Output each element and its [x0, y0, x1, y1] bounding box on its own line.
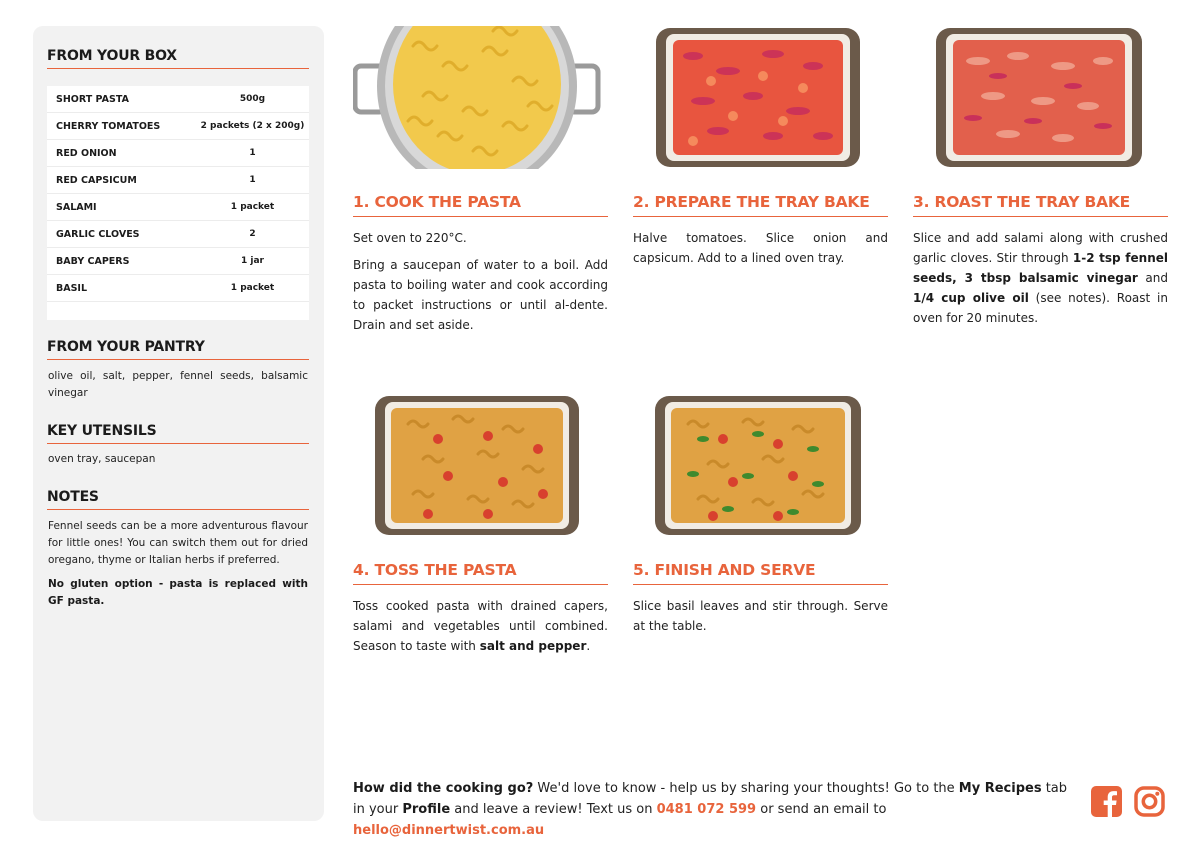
ingredient-name: RED ONION [56, 147, 117, 159]
ingredient-row [47, 86, 309, 113]
step-3-bold-2: 1/4 cup olive oil [913, 291, 1029, 305]
from-your-box-heading: FROM YOUR BOX [47, 48, 309, 69]
step-3-body [913, 228, 1168, 328]
ingredient-name: SHORT PASTA [56, 93, 129, 105]
facebook-icon[interactable] [1091, 786, 1122, 817]
email-link[interactable]: hello@dinnertwist.com.au [353, 823, 545, 838]
instagram-icon[interactable] [1134, 786, 1165, 817]
footer-question: How did the cooking go? [353, 781, 534, 796]
utensils-text [48, 451, 308, 475]
ingredient-qty: 1 jar [241, 256, 264, 266]
step-4-body [353, 596, 608, 656]
footer-text-2: tab in your [353, 781, 1068, 817]
ingredient-name: CHERRY TOMATOES [56, 120, 161, 132]
step-3-text-3: (see notes). Roast in oven for 20 minutes. [913, 291, 1168, 325]
ingredient-qty: 1 packet [230, 283, 275, 293]
ingredients-table [47, 86, 309, 320]
step-3-text-2: and [1137, 271, 1169, 285]
step-4-bold-1: salt and pepper [479, 639, 587, 653]
step-4-text [353, 596, 608, 656]
notes-paragraph: Fennel seeds can be a more adventurous flavour for little ones! You can switch them out for dried oregano, thyme or Italian herbs if preferred. [48, 520, 308, 566]
ingredient-row [47, 167, 309, 194]
ingredient-name: RED CAPSICUM [56, 174, 137, 186]
step-3-text [913, 228, 1168, 328]
step-1-title: 1. COOK THE PASTA [353, 193, 608, 217]
ingredient-name: GARLIC CLOVES [56, 228, 140, 240]
step-4-text-1: Toss cooked pasta with drained capers, salami and vegetables until combined. Season to taste with [353, 599, 608, 653]
ingredient-row [47, 140, 309, 167]
step-3-bold-1: 1-2 tsp fennel seeds, 3 tbsp balsamic vinegar [913, 251, 1168, 285]
pantry-text [48, 368, 308, 409]
ingredient-qty: 1 [249, 148, 256, 158]
notes-gluten-free: No gluten option - pasta is replaced with GF pasta. [48, 578, 308, 607]
key-utensils-heading: KEY UTENSILS [47, 423, 309, 444]
tray-roasted-vegetables-image [913, 26, 1168, 169]
notes-text [48, 518, 308, 617]
ingredient-qty: 2 [249, 229, 256, 239]
pasta-in-colander-image [353, 26, 608, 169]
footer-text-4: or send an email to [756, 802, 887, 817]
step-1-body [353, 228, 608, 335]
step-5-title: 5. FINISH AND SERVE [633, 561, 888, 585]
ingredient-qty: 2 packets (2 x 200g) [200, 121, 305, 131]
notes-heading: NOTES [47, 489, 309, 510]
ingredient-qty: 1 [249, 175, 256, 185]
footer-text-1: We'd love to know - help us by sharing your thoughts! Go to the [533, 781, 959, 796]
step-2-title: 2. PREPARE THE TRAY BAKE [633, 193, 888, 217]
step-1-text-2: Bring a saucepan of water to a boil. Add pasta to boiling water and cook according to packet instructions or until al-dente. Drain and set aside. [353, 258, 608, 332]
ingredient-row [47, 275, 309, 302]
step-1 [353, 26, 608, 342]
step-5-body [633, 596, 888, 636]
utensils-list: oven tray, saucepan [48, 453, 156, 465]
tray-tomatoes-onion-image [633, 26, 888, 169]
step-4-text-2: . [586, 639, 591, 653]
ingredient-name: SALAMI [56, 201, 97, 213]
footer-text-3: and leave a review! Text us on [450, 802, 657, 817]
phone-link[interactable]: 0481 072 599 [656, 802, 757, 817]
step-5-text-1: Slice basil leaves and stir through. Serve at the table. [633, 599, 888, 633]
step-2 [633, 26, 888, 275]
step-3 [913, 26, 1168, 335]
step-5 [633, 394, 888, 643]
step-2-body [633, 228, 888, 268]
pantry-list: olive oil, salt, pepper, fennel seeds, balsamic vinegar [48, 370, 308, 399]
ingredient-name: BABY CAPERS [56, 255, 130, 267]
ingredient-row [47, 194, 309, 221]
ingredient-row [47, 113, 309, 140]
tray-pasta-with-basil-image [633, 394, 888, 537]
step-3-text-1: Slice and add salami along with crushed garlic cloves. Stir through [913, 231, 1168, 265]
ingredient-row [47, 221, 309, 248]
step-4-title: 4. TOSS THE PASTA [353, 561, 608, 585]
step-3-title: 3. ROAST THE TRAY BAKE [913, 193, 1168, 217]
step-1-text-1: Set oven to 220°C. [353, 231, 467, 245]
feedback-footer [353, 778, 1073, 841]
step-2-text-1: Halve tomatoes. Slice onion and capsicum. Add to a lined oven tray. [633, 231, 888, 265]
ingredient-row [47, 248, 309, 275]
ingredient-name: BASIL [56, 282, 88, 294]
step-4 [353, 394, 608, 663]
profile-link[interactable]: Profile [402, 802, 451, 817]
sidebar-panel [33, 26, 324, 821]
my-recipes-link[interactable]: My Recipes [958, 781, 1042, 796]
ingredient-qty: 1 packet [230, 202, 275, 212]
from-your-pantry-heading: FROM YOUR PANTRY [47, 339, 309, 360]
tray-pasta-tossed-image [353, 394, 608, 537]
ingredient-qty: 500g [239, 94, 266, 104]
